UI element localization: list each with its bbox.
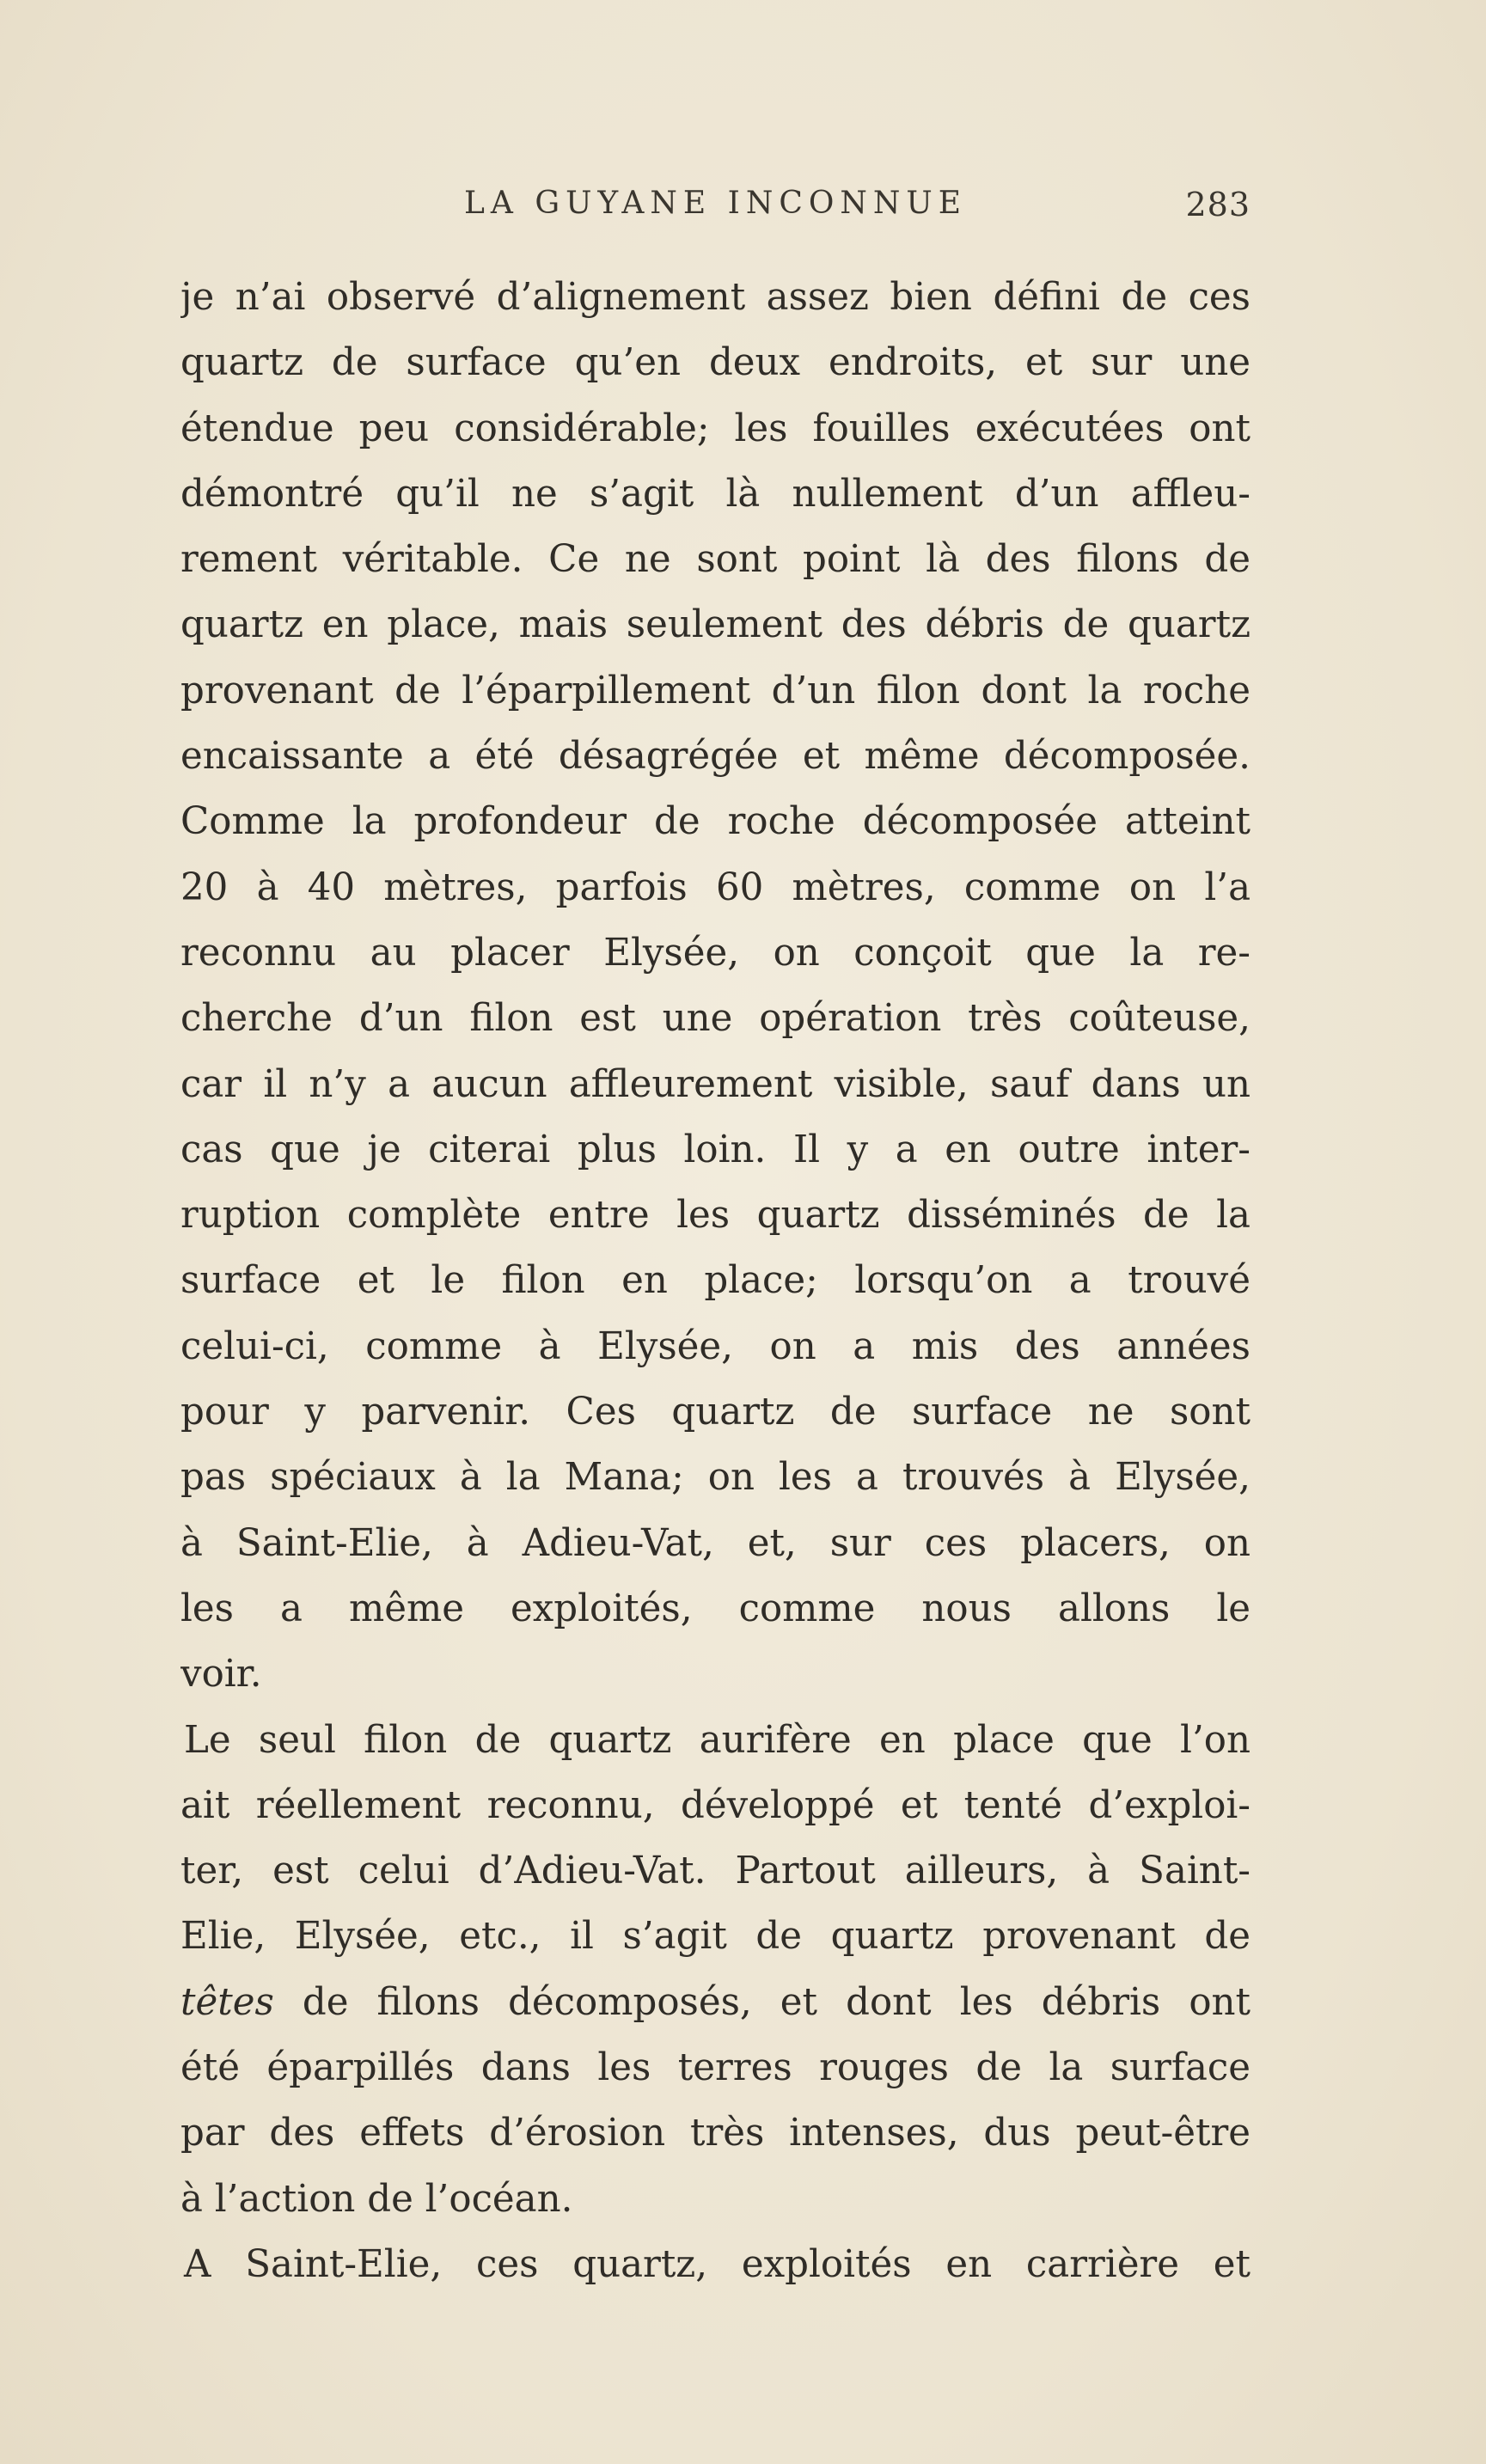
text-line: pour y parvenir. Ces quartz de surface ne sont bbox=[180, 1391, 1251, 1434]
text-line: Le seul filon de quartz aurifère en place que l’on bbox=[184, 1718, 1251, 1762]
text-line: car il n’y a aucun affleurement visible, sauf dans un bbox=[180, 1062, 1251, 1106]
text-line-rest: de filons décomposés, et dont les débris ont bbox=[302, 1980, 1251, 2024]
text-line: pas spéciaux à la Mana; on les a trouvés à Elysée, bbox=[180, 1456, 1251, 1500]
text-line: encaissante a été désagrégée et même décomposée. bbox=[180, 735, 1251, 779]
text-line: les a même exploités, comme nous allons le bbox=[180, 1587, 1251, 1630]
text-line: ruption complète entre les quartz disséminés de la bbox=[180, 1194, 1251, 1238]
text-line: été éparpillés dans les terres rouges de la surface bbox=[180, 2046, 1251, 2090]
running-title: LA GUYANE INCONNUE bbox=[463, 186, 968, 221]
text-line: cherche d’un filon est une opération très coûteuse, bbox=[180, 997, 1251, 1041]
page-number: 283 bbox=[1185, 186, 1251, 223]
text-line: à Saint-Elie, à Adieu-Vat, et, sur ces placers, on bbox=[180, 1521, 1251, 1565]
text-line: provenant de l’éparpillement d’un filon dont la roche bbox=[180, 669, 1251, 712]
text-line: Comme la profondeur de roche décomposée atteint bbox=[180, 800, 1251, 844]
text-line: surface et le filon en place; lorsqu’on a trouvé bbox=[180, 1259, 1251, 1303]
text-line: ait réellement reconnu, développé et tenté d’exploi- bbox=[180, 1783, 1251, 1827]
text-line: reconnu au placer Elysée, on conçoit que la re- bbox=[180, 931, 1251, 975]
text-line: voir. bbox=[180, 1653, 262, 1697]
text-line: je n’ai observé d’alignement assez bien défini de ces bbox=[180, 276, 1251, 319]
text-line: par des effets d’érosion très intenses, dus peut-être bbox=[180, 2112, 1251, 2155]
text-line: A Saint-Elie, ces quartz, exploités en carrière et bbox=[184, 2242, 1251, 2286]
body-text bbox=[180, 265, 1251, 2297]
text-line: à l’action de l’océan. bbox=[180, 2177, 573, 2221]
text-line-with-italic bbox=[180, 1970, 1251, 2035]
text-line: celui-ci, comme à Elysée, on a mis des années bbox=[180, 1324, 1251, 1368]
text-line: étendue peu considérable; les fouilles exécutées ont bbox=[180, 407, 1251, 450]
italic-word: têtes bbox=[180, 1980, 274, 2024]
text-line: ter, est celui d’Adieu-Vat. Partout ailleurs, à Saint- bbox=[180, 1850, 1251, 1893]
text-line: cas que je citerai plus loin. Il y a en outre inter- bbox=[180, 1128, 1251, 1171]
text-line: 20 à 40 mètres, parfois 60 mètres, comme on l’a bbox=[180, 865, 1251, 909]
text-line: quartz en place, mais seulement des débris de quartz bbox=[180, 603, 1251, 647]
text-line: Elie, Elysée, etc., il s’agit de quartz provenant de bbox=[180, 1915, 1251, 1959]
text-line: rement véritable. Ce ne sont point là des filons de bbox=[180, 538, 1251, 582]
text-line: démontré qu’il ne s’agit là nullement d’un affleu- bbox=[180, 472, 1251, 516]
page-header bbox=[180, 186, 1251, 237]
text-line: quartz de surface qu’en deux endroits, et sur une bbox=[180, 341, 1251, 385]
